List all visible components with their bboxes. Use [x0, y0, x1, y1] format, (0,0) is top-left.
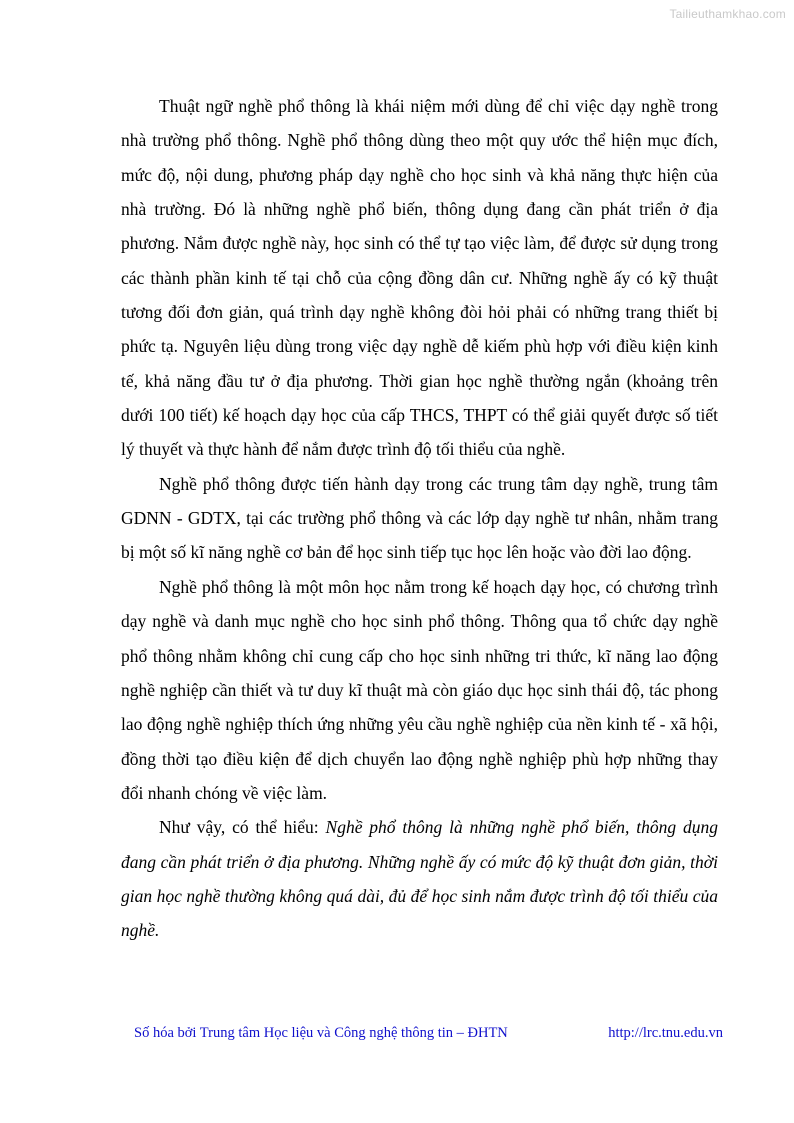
footer — [134, 1025, 723, 1042]
watermark: Tailieuthamkhao.com — [669, 7, 786, 21]
paragraph-training-centers: Nghề phổ thông được tiến hành dạy trong các trung tâm dạy nghề, trung tâm GDNN - GDTX, tại các trường phổ thông và các lớp dạy nghề tư nhân, nhằm trang bị một số kĩ năng nghề cơ bản để học sinh tiếp tục học lên hoặc vào đời lao động. — [121, 473, 718, 563]
conclusion-lead: Như vậy, có thể hiểu: — [159, 817, 326, 838]
paragraph-subject: Nghề phổ thông là một môn học nằm trong kế hoạch dạy học, có chương trình dạy nghề và danh mục nghề cho học sinh phổ thông. Thông qua tổ chức dạy nghề phổ thông nhằm không chỉ cung cấp cho học sinh những tri thức, kĩ năng lao động nghề nghiệp cần thiết và tư duy kĩ thuật mà còn giáo dục học sinh thái độ, tác phong lao động nghề nghiệp thích ứng những yêu cầu nghề nghiệp của nền kinh tế - xã hội, đồng thời tạo điều kiện để dịch chuyển lao động nghề nghiệp phù hợp những thay đổi nhanh chóng về việc làm. — [121, 576, 718, 803]
paragraph-definition: Thuật ngữ nghề phổ thông là khái niệm mới dùng để chỉ việc dạy nghề trong nhà trường phổ thông. Nghề phổ thông dùng theo một quy ước thể hiện mục đích, mức độ, nội dung, phương pháp dạy nghề cho học sinh và khả năng thực hiện của nhà trường. Đó là những nghề phổ biến, thông dụng đang cần phát triển ở địa phương. Nắm được nghề này, học sinh có thể tự tạo việc làm, để được sử dụng trong các thành phần kinh tế tại chỗ của cộng đồng dân cư. Những nghề ấy có kỹ thuật tương đối đơn giản, quá trình dạy nghề không đòi hỏi phải có những trang thiết bị phức tạ. Nguyên liệu dùng trong việc dạy nghề dễ kiếm phù hợp với điều kiện kinh tế, khả năng đầu tư ở địa phương. Thời gian học nghề thường ngắn (khoảng trên dưới 100 tiết) kế hoạch dạy học của cấp THCS, THPT có thể giải quyết được số tiết lý thuyết và thực hành để nắm được trình độ tối thiểu của nghề. — [121, 96, 718, 460]
footer-credit: Số hóa bởi Trung tâm Học liệu và Công nghệ thông tin – ĐHTN — [134, 1025, 508, 1041]
footer-url[interactable]: http://lrc.tnu.edu.vn — [608, 1025, 723, 1041]
conclusion-italic: Nghề phổ thông là những nghề phổ biến, thông dụng đang cần phát triển ở địa phương. Những nghề ấy có mức độ kỹ thuật đơn giản, thời gian học nghề thường không quá dài, đủ để học sinh nắm được trình độ tối thiểu của nghề. — [121, 817, 718, 941]
paragraph-conclusion — [121, 810, 718, 947]
document-body — [121, 89, 718, 948]
